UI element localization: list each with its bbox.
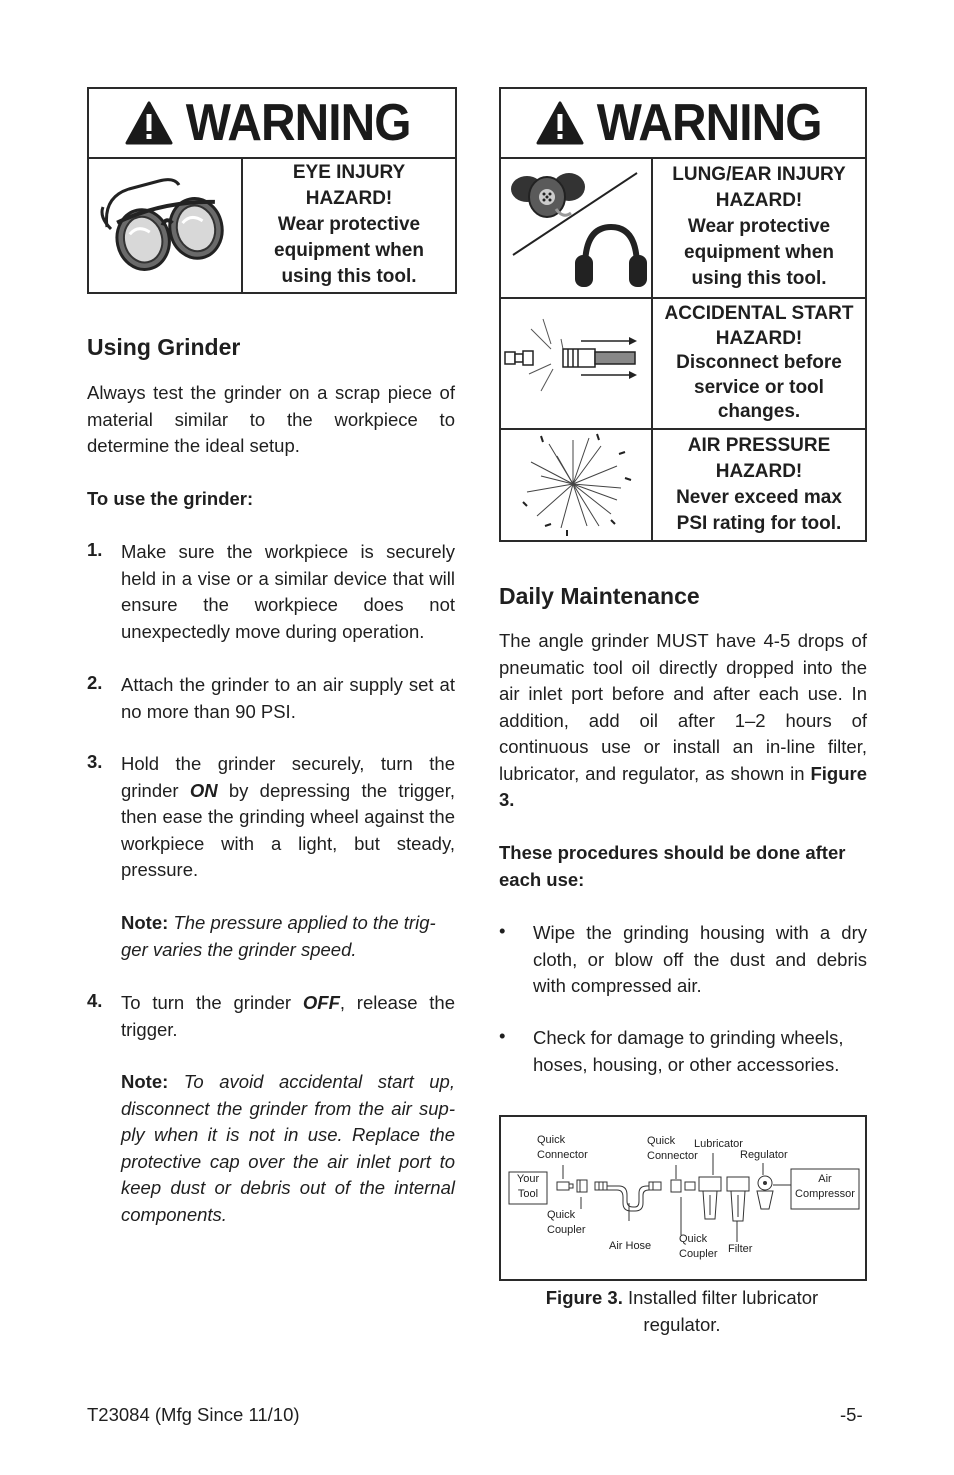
warning-triangle-icon xyxy=(535,100,585,146)
note-text: The pressure applied to the trig-ger varies the grinder speed. xyxy=(121,912,436,960)
note-label: Note: xyxy=(121,912,169,933)
lung-ear-hazard-line: using this tool. xyxy=(691,268,827,289)
step-emphasis: OFF xyxy=(302,992,340,1013)
lung-ear-hazard-row xyxy=(501,157,865,299)
label-line: Connector xyxy=(647,1150,698,1162)
using-grinder-subheading: To use the grinder: xyxy=(87,488,254,509)
eye-warning-box xyxy=(87,87,457,294)
step-text: Attach the grinder to an air supply set at no more than 90 PSI. xyxy=(121,674,455,722)
step-number: 4. xyxy=(87,990,103,1011)
lung-ear-hazard-line: HAZARD! xyxy=(715,190,803,211)
air-pressure-hazard-line: Never exceed max xyxy=(676,487,842,508)
eye-hazard-line: HAZARD! xyxy=(305,187,393,209)
air-pressure-hazard-text xyxy=(653,430,865,540)
using-grinder-heading: Using Grinder xyxy=(87,334,241,360)
label-quick-coupler-2 xyxy=(679,1232,718,1262)
lung-ear-hazard-image xyxy=(501,157,653,297)
label-line: Quick xyxy=(679,1233,708,1245)
step-text xyxy=(121,751,455,884)
accidental-start-hazard-line: ACCIDENTAL START xyxy=(664,303,854,325)
label-line: Quick xyxy=(547,1209,576,1221)
step-text-part: , release the trigger. xyxy=(121,992,455,1040)
eye-hazard-line: equipment when xyxy=(274,239,424,261)
step-number: 1. xyxy=(87,539,103,560)
label-quick-coupler-1 xyxy=(547,1208,586,1238)
warning-title-text: WARNING xyxy=(185,94,411,152)
multi-warning-box xyxy=(499,87,867,542)
lung-ear-hazard-line: Wear protective xyxy=(687,216,831,237)
warning-title-text: WARNING xyxy=(596,94,822,152)
daily-maintenance-intro xyxy=(499,628,867,814)
accidental-start-hazard-line: HAZARD! xyxy=(715,327,803,349)
air-pressure-hazard-line: PSI rating for tool. xyxy=(676,513,842,534)
respirator-earmuff-icon xyxy=(501,157,649,297)
eye-hazard-text xyxy=(243,157,455,292)
warning-triangle-icon xyxy=(124,100,174,146)
label-line: Connector xyxy=(537,1149,588,1161)
daily-maintenance-heading: Daily Maintenance xyxy=(499,583,700,609)
step-text-part: by depressing the trigger, then ease the grinding wheel against the workpiece with a light, but steady, pressure. xyxy=(121,779,455,880)
label-line: Coupler xyxy=(547,1224,586,1236)
label-line: Quick xyxy=(537,1134,566,1146)
label-line: Your xyxy=(516,1173,540,1185)
lung-ear-hazard-line: equipment when xyxy=(684,242,834,263)
eye-hazard-row xyxy=(89,157,455,292)
label-air-hose: Air Hose xyxy=(609,1240,652,1252)
step-number: 3. xyxy=(87,751,103,772)
label-air-compressor xyxy=(791,1172,859,1202)
eye-hazard-line: using this tool. xyxy=(281,265,417,287)
label-lubricator: Lubricator xyxy=(694,1138,743,1150)
bullet-item: Wipe the grinding housing with a dry cloth, or blow off the dust and debris with compressed air. xyxy=(533,922,867,996)
label-filter: Filter xyxy=(728,1243,753,1255)
eye-hazard-line: Wear protective xyxy=(277,213,421,235)
step-emphasis: ON xyxy=(189,779,218,801)
lung-ear-hazard-text xyxy=(653,157,865,297)
figure-reference: Figure 3. xyxy=(499,762,867,810)
step-number: 2. xyxy=(87,672,103,693)
label-quick-connector-2 xyxy=(647,1134,698,1164)
step-text-part: Hold the grinder securely, turn the grinder xyxy=(121,753,455,801)
label-line: Compressor xyxy=(795,1188,855,1200)
footer-page-number: -5- xyxy=(840,1404,863,1425)
accidental-start-hazard-row xyxy=(501,299,865,430)
step-text: Make sure the workpiece is securely held in a vise or a similar device that will ensure the workpiece does not unexpectedly move during operation. xyxy=(121,541,455,642)
label-quick-connector-1 xyxy=(537,1133,588,1163)
air-pressure-hazard-line: HAZARD! xyxy=(715,461,803,482)
safety-glasses-icon xyxy=(89,157,239,292)
accidental-start-hazard-image xyxy=(501,299,653,428)
lung-ear-hazard-line: LUNG/EAR INJURY xyxy=(672,164,846,185)
note-label: Note: xyxy=(121,1071,169,1092)
intro-text: The angle grinder MUST have 4-5 drops of pneumatic tool oil directly dropped into the air inlet port before and after each use. In addition, add oil after 1–2 hours of continuous use or install an in-line filter, lubricator, and regulator, as shown in xyxy=(499,630,867,784)
eye-hazard-line: EYE INJURY xyxy=(292,161,406,183)
figure-3-diagram xyxy=(499,1115,867,1281)
bullet-icon: • xyxy=(499,1025,506,1046)
footer-model: T23084 (Mfg Since 11/10) xyxy=(87,1404,300,1425)
label-regulator: Regulator xyxy=(740,1149,788,1161)
warning-title xyxy=(89,89,455,159)
label-line: Quick xyxy=(647,1135,676,1147)
step-note xyxy=(121,1069,455,1228)
accidental-start-hazard-line: service or tool xyxy=(694,376,824,398)
accidental-start-hazard-line: changes. xyxy=(717,401,801,423)
eye-hazard-image xyxy=(89,157,243,292)
label-line: Air xyxy=(818,1173,832,1185)
using-grinder-intro: Always test the grinder on a scrap piece of material similar to the workpiece to determine the ideal setup. xyxy=(87,382,455,456)
label-line: Tool xyxy=(517,1188,539,1200)
caption-label: Figure 3. xyxy=(545,1287,623,1308)
daily-maintenance-subheading: These procedures should be done after each use: xyxy=(499,842,846,890)
air-connector-icon xyxy=(501,299,649,428)
step-text xyxy=(121,990,455,1043)
label-line: Coupler xyxy=(679,1248,718,1260)
note-text: To avoid accidental start up, disconnect the grinder from the air sup-ply when it is not in use. Replace the protective cap over the air inlet port to keep dust or debris out of the internal components. xyxy=(121,1071,455,1225)
label-your-tool xyxy=(515,1172,541,1202)
accidental-start-hazard-text xyxy=(653,299,865,428)
air-pressure-hazard-row xyxy=(501,430,865,540)
bullet-item: Check for damage to grinding wheels, hoses, housing, or other accessories. xyxy=(533,1027,844,1075)
air-pressure-hazard-image xyxy=(501,430,653,540)
accidental-start-hazard-line: Disconnect before xyxy=(676,352,842,374)
figure-3-caption xyxy=(520,1285,844,1338)
step-note xyxy=(121,910,455,963)
air-pressure-hazard-line: AIR PRESSURE xyxy=(687,435,831,456)
warning-title xyxy=(501,89,865,159)
caption-text: Installed filter lubricator regulator. xyxy=(622,1287,819,1335)
burst-icon xyxy=(501,430,649,538)
bullet-icon: • xyxy=(499,920,506,941)
step-text-part: To turn the grinder xyxy=(121,992,303,1013)
